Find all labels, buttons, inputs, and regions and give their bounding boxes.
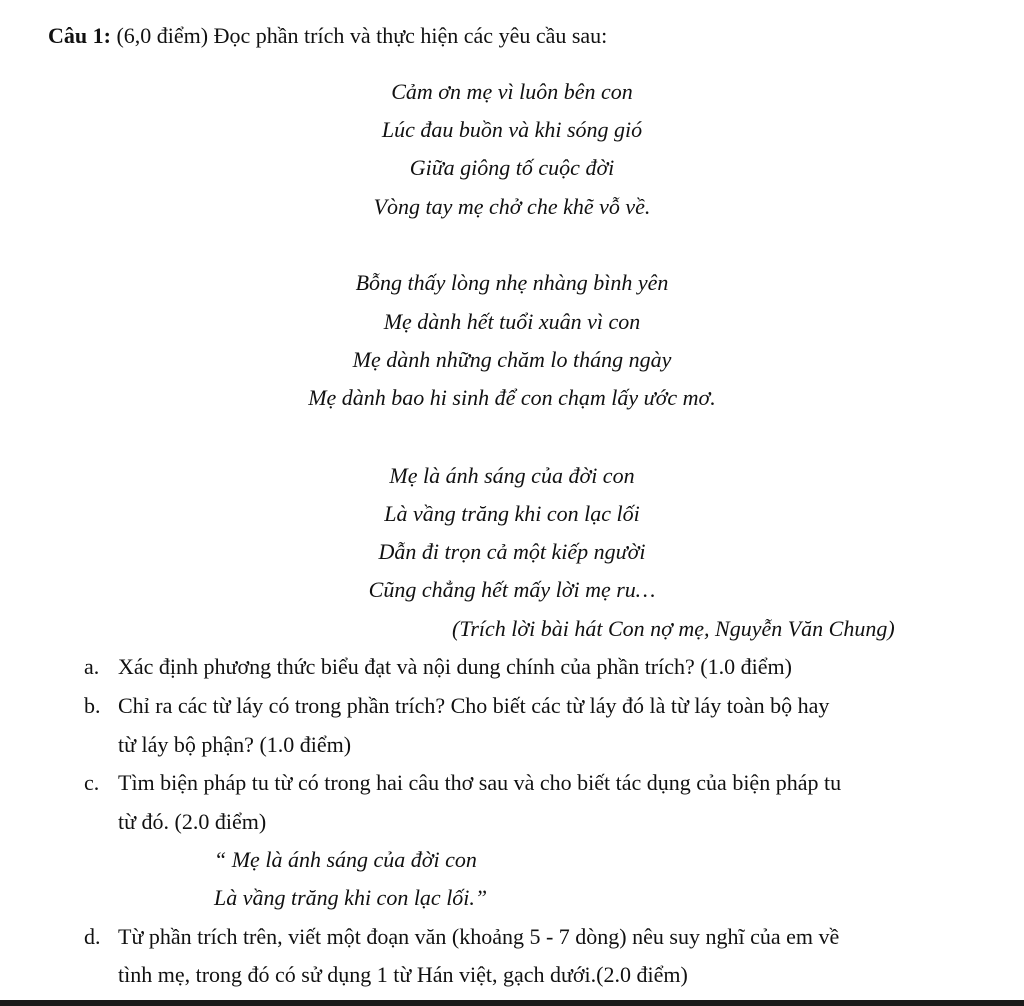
page-bottom-edge [0, 1000, 1024, 1006]
task-letter: d. [84, 924, 101, 949]
task-d-continued: tình mẹ, trong đó có sử dụng 1 từ Hán việt, gạch dưới.(2.0 điểm) [118, 962, 688, 987]
poem-line: Vòng tay mẹ chở che khẽ vỗ về. [373, 194, 651, 219]
task-letter: a. [84, 654, 100, 679]
quote-line: Là vầng trăng khi con lạc lối.” [214, 885, 488, 910]
poem-line: Cũng chẳng hết mấy lời mẹ ru… [368, 577, 656, 602]
poem-line: Bỗng thấy lòng nhẹ nhàng bình yên [355, 270, 669, 295]
poem-line: Mẹ dành bao hi sinh để con chạm lấy ước mơ. [308, 385, 716, 410]
question-number: Câu 1: [48, 23, 111, 48]
task-c-continued: từ đó. (2.0 điểm) [118, 809, 267, 834]
poem-line: Lúc đau buồn và khi sóng gió [381, 117, 643, 142]
poem-line: Mẹ dành hết tuổi xuân vì con [383, 309, 641, 334]
task-b [84, 692, 829, 720]
task-letter: b. [84, 693, 101, 718]
task-b-continued: từ láy bộ phận? (1.0 điểm) [118, 732, 352, 757]
poem-line: Cảm ơn mẹ vì luôn bên con [391, 79, 633, 104]
question-prompt: (6,0 điểm) Đọc phần trích và thực hiện các yêu cầu sau: [116, 23, 608, 48]
poem-source: (Trích lời bài hát Con nợ mẹ, Nguyễn Văn Chung) [452, 616, 895, 641]
quote-line: “ Mẹ là ánh sáng của đời con [214, 847, 477, 872]
question-header [48, 22, 607, 50]
task-text: Từ phần trích trên, viết một đoạn văn (khoảng 5 - 7 dòng) nêu suy nghĩ của em về [118, 924, 840, 949]
poem-line: Mẹ là ánh sáng của đời con [389, 463, 635, 488]
task-a [84, 653, 792, 681]
task-text: Xác định phương thức biểu đạt và nội dung chính của phần trích? (1.0 điểm) [118, 654, 792, 679]
poem-line: Dẫn đi trọn cả một kiếp người [378, 539, 646, 564]
task-letter: c. [84, 770, 100, 795]
poem-line: Mẹ dành những chăm lo tháng ngày [352, 347, 672, 372]
task-text: Tìm biện pháp tu từ có trong hai câu thơ sau và cho biết tác dụng của biện pháp tu [118, 770, 842, 795]
poem-line: Giữa giông tố cuộc đời [409, 155, 615, 180]
task-text: Chỉ ra các từ láy có trong phần trích? Cho biết các từ láy đó là từ láy toàn bộ hay [118, 693, 830, 718]
task-d [84, 923, 839, 951]
task-c [84, 769, 841, 797]
poem-line: Là vầng trăng khi con lạc lối [384, 501, 640, 526]
